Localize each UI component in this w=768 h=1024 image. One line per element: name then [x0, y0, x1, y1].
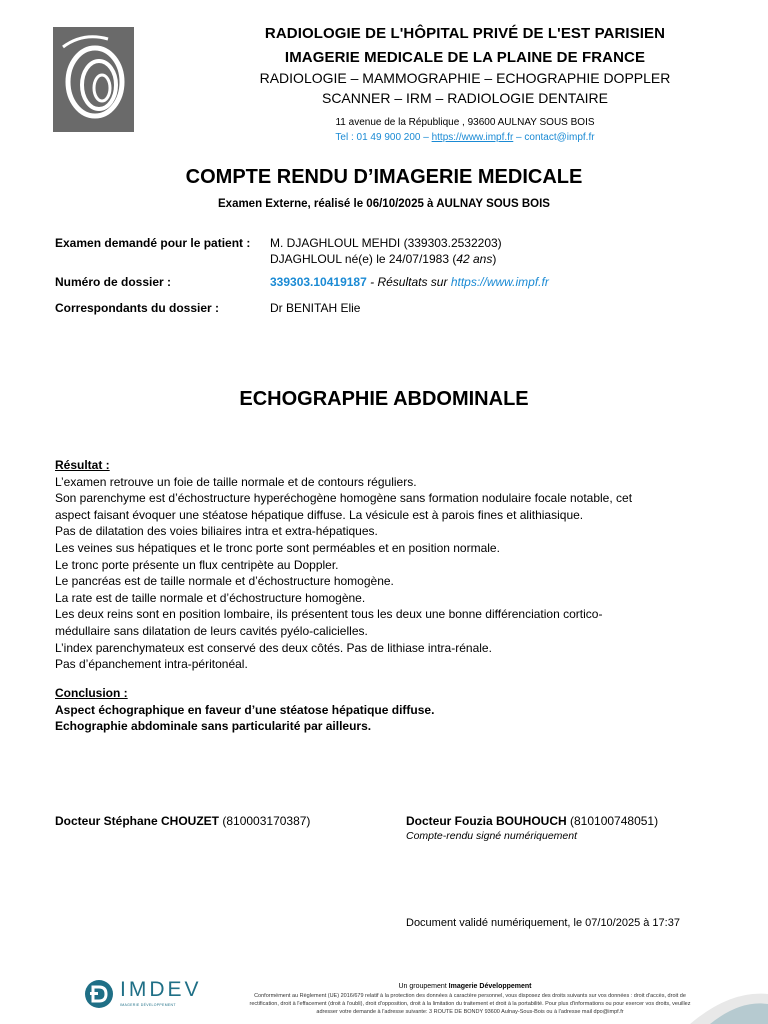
patient-label: Examen demandé pour le patient :	[55, 236, 251, 250]
result-line: Son parenchyme est d’échostructure hyperéchogène homogène sans formation nodulaire focale notable, cet	[55, 491, 633, 506]
result-line: Le tronc porte présente un flux centripète au Doppler.	[55, 557, 339, 572]
footer-group-name: Imagerie Développement	[448, 983, 532, 990]
header-line1: RADIOLOGIE DE L'HÔPITAL PRIVÉ DE L'EST PARISIEN	[264, 25, 666, 42]
result-line: Pas d’épanchement intra-péritonéal.	[55, 657, 248, 672]
result-section	[55, 457, 715, 673]
imdev-logo-icon	[84, 979, 114, 1009]
result-heading: Résultat :	[55, 458, 110, 472]
imdev-logo	[84, 978, 204, 1010]
footer-legal3: adresser votre demande à l'adresse suivante: 3 ROUTE DE BONDY 93600 Aulnay-Sous-Bois ou à l'adresse mail dpo@impf.fr	[316, 1009, 624, 1015]
conclusion-line1: Aspect échographique en faveur d’une stéatose hépatique diffuse.	[55, 702, 435, 717]
report-subtitle: Examen Externe, réalisé le 06/10/2025 à AULNAY SOUS BOIS	[218, 198, 550, 210]
conclusion-heading: Conclusion :	[55, 686, 128, 700]
report-title: COMPTE RENDU D’IMAGERIE MEDICALE	[185, 166, 583, 188]
dossier-site-link[interactable]: https://www.impf.fr	[450, 275, 549, 289]
result-line: L’examen retrouve un foie de taille normale et de contours réguliers.	[55, 474, 417, 489]
header-line4: SCANNER – IRM – RADIOLOGIE DENTAIRE	[321, 90, 608, 106]
header-mail[interactable]: – contact@impf.fr	[513, 132, 595, 143]
result-line: Le pancréas est de taille normale et d’échostructure homogène.	[55, 574, 394, 589]
footer-group	[300, 983, 630, 990]
header-line3: RADIOLOGIE – MAMMOGRAPHIE – ECHOGRAPHIE DOPPLER	[259, 70, 671, 86]
patient-birth-end: )	[492, 252, 497, 266]
result-line: La rate est de taille normale et d’échostructure homogène.	[55, 590, 366, 605]
result-line: aspect faisant évoquer une stéatose hépatique diffuse. La vésicule est à parois fines et alithiasique.	[55, 507, 584, 522]
footer-legal1: Conformément au Règlement (UE) 2016/679 relatif à la protection des données à caractère personnel, vous disposez des droits suivants sur vos données : droit d'accès, droit de	[254, 993, 686, 999]
doctor1-name: Docteur Stéphane CHOUZET	[55, 814, 220, 828]
footer-corner-swoosh	[690, 990, 768, 1024]
header-address: 11 avenue de la République , 93600 AULNAY SOUS BOIS	[335, 117, 595, 128]
header-tel: Tel : 01 49 900 200 –	[335, 132, 432, 143]
clinic-logo	[53, 27, 134, 132]
corresp-label: Correspondants du dossier :	[55, 301, 220, 315]
result-line: L’index parenchymateux est conservé des deux côtés. Pas de lithiase intra-rénale.	[55, 640, 492, 655]
clinic-logo-mark	[53, 27, 134, 132]
conclusion-section	[55, 685, 715, 735]
result-line: Les deux reins sont en position lombaire, ils présentent tous les deux une bonne différenciation cortico-	[55, 607, 603, 622]
doctor2-id: (810100748051)	[566, 814, 659, 828]
header-site-link[interactable]: https://www.impf.fr	[431, 132, 514, 143]
dossier-value	[270, 275, 549, 289]
doctor2-note: Compte-rendu signé numériquement	[406, 830, 578, 842]
patient-birth	[270, 252, 496, 266]
corresp-value: Dr BENITAH Elie	[270, 301, 361, 315]
exam-title: ECHOGRAPHIE ABDOMINALE	[239, 388, 529, 410]
signature-doctor1	[55, 814, 310, 828]
result-line: Pas de dilatation des voies biliaires intra et extra-hépatiques.	[55, 524, 378, 539]
dossier-results-text: - Résultats sur	[366, 275, 451, 289]
doctor2-name: Docteur Fouzia BOUHOUCH	[406, 814, 567, 828]
result-line: Les veines sus hépatiques et le tronc porte sont perméables et en position normale.	[55, 540, 500, 555]
footer-legal2: rectification, droit à l'effacement (droit à l'oubli), droit d'opposition, droit à la limitation du traitement et droit à la portabilité. Pour plus d'informations ou pour exercer vos droits, veuillez	[249, 1001, 691, 1007]
signature-doctor2	[406, 814, 658, 828]
dossier-number: 339303.10419187	[270, 275, 367, 289]
patient-birth-text: DJAGHLOUL né(e) le 24/07/1983 (	[270, 252, 457, 266]
dossier-label: Numéro de dossier :	[55, 275, 172, 289]
result-line: médullaire sans dilatation de leurs cavités pyélo-calicielles.	[55, 623, 368, 638]
patient-age: 42 ans	[456, 252, 493, 266]
imdev-logo-text: IMDEV	[120, 978, 202, 1001]
header-line2: IMAGERIE MEDICALE DE LA PLAINE DE FRANCE	[284, 49, 646, 66]
patient-name: M. DJAGHLOUL MEHDI (339303.2532203)	[270, 236, 502, 250]
doctor1-id: (810003170387)	[219, 814, 311, 828]
imdev-logo-sub: IMAGERIE DÉVELOPPEMENT	[120, 1003, 176, 1007]
validation-text: Document validé numériquement, le 07/10/2025 à 17:37	[406, 917, 680, 929]
footer-group-prefix: Un groupement	[398, 983, 449, 990]
header-contact	[180, 132, 750, 143]
conclusion-line2: Echographie abdominale sans particularité par ailleurs.	[55, 719, 372, 734]
